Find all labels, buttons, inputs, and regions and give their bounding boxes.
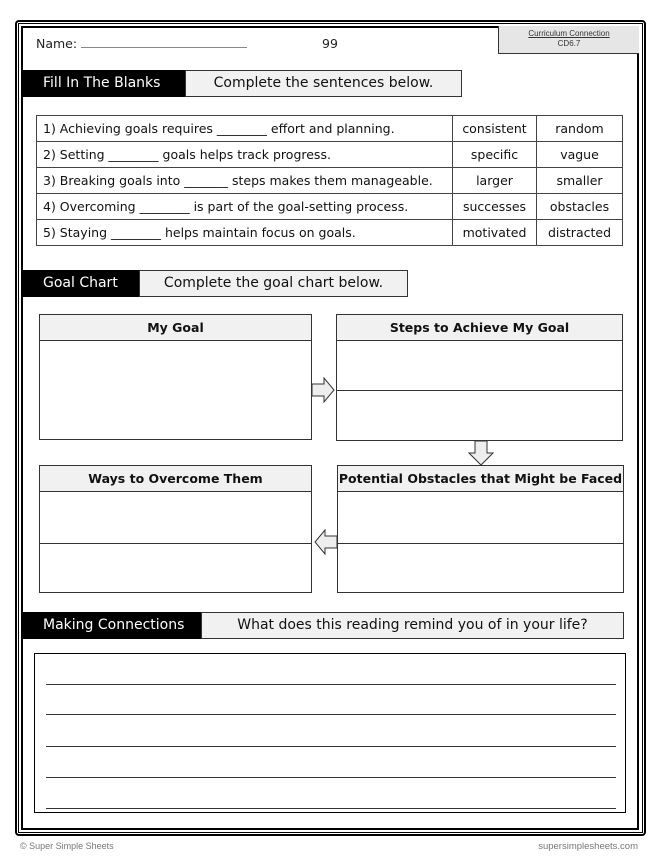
my-goal-box: [39, 314, 312, 440]
copyright-text: © Super Simple Sheets: [20, 841, 114, 851]
section-label: Goal Chart: [21, 270, 139, 297]
choice-a[interactable]: specific: [453, 142, 537, 168]
choice-b[interactable]: distracted: [537, 220, 623, 246]
overcome-heading: Ways to Overcome Them: [40, 466, 311, 492]
name-field[interactable]: [36, 36, 247, 51]
table-row: [37, 142, 623, 168]
goal-chart-header: [21, 270, 408, 297]
sentence: 3) Breaking goals into _______ steps makes them manageable.: [37, 168, 453, 194]
writing-line[interactable]: [46, 746, 616, 747]
choice-b[interactable]: vague: [537, 142, 623, 168]
sentence: 5) Staying ________ helps maintain focus on goals.: [37, 220, 453, 246]
steps-writing-area-2[interactable]: [337, 391, 622, 440]
my-goal-heading: My Goal: [40, 315, 311, 341]
arrow-down-icon: [468, 440, 494, 466]
writing-line[interactable]: [46, 808, 616, 809]
arrow-left-icon: [314, 529, 338, 555]
overcome-writing-area-1[interactable]: [40, 493, 311, 542]
writing-line[interactable]: [46, 777, 616, 778]
obstacles-box: [337, 465, 624, 593]
writing-line[interactable]: [46, 684, 616, 685]
overcome-writing-area-2[interactable]: [40, 544, 311, 592]
arrow-right-icon: [311, 377, 335, 403]
obstacles-writing-area-1[interactable]: [338, 493, 623, 542]
table-row: [37, 194, 623, 220]
name-label: Name:: [36, 36, 78, 51]
steps-heading: Steps to Achieve My Goal: [337, 315, 622, 341]
my-goal-writing-area[interactable]: [40, 342, 311, 439]
section-instruction: Complete the goal chart below.: [139, 270, 408, 297]
page-number: 99: [322, 36, 338, 51]
sentence: 2) Setting ________ goals helps track progress.: [37, 142, 453, 168]
section-instruction: Complete the sentences below.: [185, 70, 462, 97]
choice-a[interactable]: larger: [453, 168, 537, 194]
website-link[interactable]: supersimplesheets.com: [538, 841, 638, 852]
steps-box: [336, 314, 623, 441]
sentence: 4) Overcoming ________ is part of the goal-setting process.: [37, 194, 453, 220]
fill-in-blanks-header: [21, 70, 462, 97]
choice-b[interactable]: obstacles: [537, 194, 623, 220]
curriculum-title: Curriculum Connection: [528, 29, 610, 38]
obstacles-heading: Potential Obstacles that Might be Faced: [338, 466, 623, 492]
table-row: [37, 220, 623, 246]
making-connections-header: [21, 612, 624, 639]
overcome-box: [39, 465, 312, 593]
table-row: [37, 168, 623, 194]
name-blank-line[interactable]: [81, 36, 247, 48]
steps-writing-area-1[interactable]: [337, 342, 622, 390]
section-label: Fill In The Blanks: [21, 70, 185, 97]
choice-a[interactable]: motivated: [453, 220, 537, 246]
curriculum-code: CD6.7: [557, 39, 581, 48]
fill-in-blanks-table: [36, 115, 623, 246]
choice-b[interactable]: smaller: [537, 168, 623, 194]
section-instruction: What does this reading remind you of in your life?: [201, 612, 624, 639]
obstacles-writing-area-2[interactable]: [338, 544, 623, 592]
choice-a[interactable]: consistent: [453, 116, 537, 142]
choice-b[interactable]: random: [537, 116, 623, 142]
choice-a[interactable]: successes: [453, 194, 537, 220]
curriculum-connection-badge: [498, 26, 639, 54]
table-row: [37, 116, 623, 142]
sentence: 1) Achieving goals requires ________ effort and planning.: [37, 116, 453, 142]
writing-line[interactable]: [46, 714, 616, 715]
making-connections-answer-box[interactable]: [34, 653, 626, 813]
section-label: Making Connections: [21, 612, 201, 639]
